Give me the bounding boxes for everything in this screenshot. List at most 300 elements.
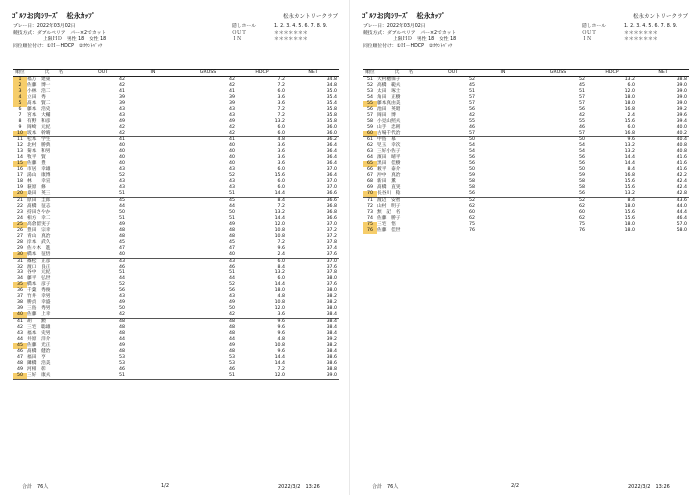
- cell-hdcp: 18.0: [274, 288, 285, 294]
- cell-name: 谷中 元紀: [27, 270, 51, 276]
- cell-rank: 40: [13, 312, 27, 318]
- cell-net: 39.0: [676, 88, 687, 94]
- cell-net: 42.4: [676, 179, 687, 185]
- cell-rank: 72: [367, 203, 373, 209]
- cell-rank: 30: [13, 252, 27, 258]
- footer-print-date: 2022/3/2 13:26: [628, 484, 670, 490]
- out-label: ＯＵＴ: [232, 30, 247, 36]
- cell-rank: 64: [367, 155, 373, 161]
- cell-net: 35.4: [326, 100, 337, 106]
- cell-out: 45: [119, 198, 125, 204]
- cell-gross: 58: [579, 185, 585, 191]
- cell-hdcp: 16.8: [589, 131, 639, 137]
- cell-net: 36.2: [326, 137, 337, 143]
- cell-net: 37.4: [326, 245, 337, 251]
- info-limit: 上限ＨＤ 男性 18 女性 18: [43, 37, 107, 43]
- cell-net: 37.6: [326, 282, 337, 288]
- cell-rank: 7: [18, 112, 22, 118]
- cell-name: 市居 幸雄: [27, 167, 51, 173]
- cell-net: 39.2: [676, 106, 687, 112]
- column-header: NET: [289, 70, 339, 77]
- cell-rank: 75: [363, 222, 377, 228]
- cell-hdcp: 13.2: [274, 270, 285, 276]
- cell-out: 56: [119, 288, 125, 294]
- cell-name: 松本 学生: [27, 137, 51, 143]
- cell-name: 佐藤 豊: [27, 161, 46, 167]
- info-format: 競技方式：ダブルペリア パー×2でカット: [363, 30, 457, 36]
- cell-net: 35.8: [326, 112, 337, 118]
- cell-in: [129, 373, 181, 379]
- cell-rank: 11: [17, 137, 23, 143]
- cell-rank: 68: [367, 179, 373, 185]
- cell-out: 49: [119, 221, 125, 227]
- cell-rank: 32: [17, 264, 23, 270]
- cell-out: 52: [469, 76, 475, 82]
- cell-out: 44: [119, 203, 125, 209]
- cell-net: 36.8: [326, 209, 337, 215]
- cell-gross: 51: [229, 215, 235, 221]
- cell-out: 53: [119, 354, 125, 360]
- cell-gross: 43: [229, 179, 235, 185]
- cell-out: 48: [119, 227, 125, 233]
- cell-net: 36.6: [326, 215, 337, 221]
- cell-net: 37.6: [326, 264, 337, 270]
- cell-rank: 37: [17, 294, 23, 300]
- column-header: GROSS: [531, 70, 589, 77]
- cell-name: 橋本 彦子: [27, 282, 51, 288]
- cell-out: 51: [119, 270, 125, 276]
- cell-gross: 57: [531, 131, 589, 137]
- cell-rank: 16: [17, 167, 23, 173]
- cell-name: 髙橋 健治: [27, 348, 51, 354]
- cell-out: 50: [469, 137, 475, 143]
- column-header: OUT: [431, 70, 479, 77]
- cell-hdcp: 10.8: [274, 227, 285, 233]
- cell-rank: 42: [17, 325, 23, 331]
- cell-hdcp: 9.6: [277, 245, 285, 251]
- cell-out: 56: [469, 161, 475, 167]
- cell-out: 42: [469, 112, 475, 118]
- cell-gross: 54: [579, 149, 585, 155]
- cell-gross: 56: [579, 161, 585, 167]
- competition-info: [13, 24, 106, 50]
- cell-name: 太田 琢士: [377, 88, 401, 94]
- cell-gross: 51: [181, 191, 239, 197]
- cell-out: 62: [469, 215, 475, 221]
- cell-net: 35.0: [326, 88, 337, 94]
- cell-out: 60: [469, 209, 475, 215]
- cell-name: 児玉 幸次: [377, 143, 401, 149]
- cell-gross: 43: [229, 258, 235, 264]
- cell-out: 51: [81, 191, 129, 197]
- cell-hdcp: 4.8: [277, 336, 285, 342]
- cell-out: 40: [119, 149, 125, 155]
- footer-total: 合計 76人: [22, 484, 49, 490]
- results-page-2: [350, 0, 700, 495]
- cell-name: 北村 勝典: [27, 143, 51, 149]
- cell-hdcp: 3.6: [277, 149, 285, 155]
- cell-net: 38.4: [326, 348, 337, 354]
- cell-net: 36.6: [326, 198, 337, 204]
- cell-name: 桑田 英三: [27, 191, 81, 197]
- cell-name: 渡口 良正: [27, 264, 51, 270]
- cell-name: 渡辺 安智: [377, 198, 401, 204]
- cell-hdcp: 14.4: [624, 155, 635, 161]
- cell-rank: 76: [363, 228, 377, 234]
- cell-gross: 40: [181, 252, 239, 258]
- cell-net: 46.4: [676, 215, 687, 221]
- cell-gross: 50: [579, 167, 585, 173]
- info-limit: 上限ＨＤ 男性 18 女性 18: [393, 37, 457, 43]
- cell-hdcp: 8.4: [277, 264, 285, 270]
- cell-rank: 26: [17, 227, 23, 233]
- cell-gross: 54: [579, 143, 585, 149]
- cell-gross: 42: [181, 131, 239, 137]
- cell-hdcp: 6.0: [239, 131, 289, 137]
- cell-name: 佐藤 博一: [27, 82, 51, 88]
- cell-rank: 61: [367, 137, 373, 143]
- cell-net: 36.4: [326, 161, 337, 167]
- cell-gross: 45: [229, 239, 235, 245]
- cell-rank: 27: [17, 233, 23, 239]
- cell-name: 相方 幸二: [27, 215, 51, 221]
- cell-rank: 52: [367, 82, 373, 88]
- hidden-label: 隠しホール: [232, 24, 256, 29]
- cell-name: 小見山照夫: [377, 118, 401, 124]
- cell-name: 勝貞 幸盛: [27, 300, 51, 306]
- cell-out: 55: [469, 118, 475, 124]
- cell-gross: 48: [229, 348, 235, 354]
- cell-hdcp: 14.4: [274, 354, 285, 360]
- cell-name: 橋本 征悟: [27, 252, 81, 258]
- cell-net: 34.8: [326, 82, 337, 88]
- cell-hdcp: 4.8: [277, 137, 285, 143]
- cell-hdcp: 6.0: [277, 185, 285, 191]
- cell-net: 40.0: [676, 124, 687, 130]
- cell-out: 59: [469, 173, 475, 179]
- cell-name: 井原 洋介: [27, 336, 51, 342]
- cell-rank: 23: [17, 209, 23, 215]
- cell-net: 42.2: [676, 173, 687, 179]
- cell-name: 三宅 悟: [377, 221, 396, 227]
- cell-gross: 45: [229, 198, 235, 204]
- cell-out: 48: [119, 348, 125, 354]
- cell-out: 43: [119, 294, 125, 300]
- cell-rank: 22: [17, 203, 23, 209]
- results-table: [363, 69, 689, 234]
- cell-out: 39: [119, 100, 125, 106]
- cell-hdcp: 18.0: [624, 203, 635, 209]
- cell-hdcp: 8.4: [277, 198, 285, 204]
- cell-out: 51: [119, 215, 125, 221]
- footer-page-number: 1/2: [161, 483, 170, 489]
- cell-name: 河相 彰: [27, 366, 46, 372]
- cell-name: 隣橋 浩美: [27, 360, 51, 366]
- cell-name: 池田 英昭: [377, 106, 401, 112]
- cell-rank: 14: [17, 155, 23, 161]
- cell-rank: 66: [367, 167, 373, 173]
- cell-rank: 33: [17, 270, 23, 276]
- cell-gross: 40: [229, 143, 235, 149]
- cell-hdcp: 2.4: [239, 252, 289, 258]
- cell-name: 牧平 賢: [27, 155, 46, 161]
- cell-hdcp: 6.0: [277, 179, 285, 185]
- cell-out: 49: [119, 342, 125, 348]
- cell-rank: 21: [17, 198, 23, 204]
- hidden-hole-labels: [582, 24, 606, 44]
- cell-net: 36.8: [326, 203, 337, 209]
- cell-hdcp: 15.6: [274, 173, 285, 179]
- cell-out: 75: [469, 221, 475, 227]
- cell-net: 37.2: [326, 227, 337, 233]
- cell-gross: 39: [229, 94, 235, 100]
- cell-out: 49: [119, 300, 125, 306]
- hidden-holes: 1. 2. 3. 4. 5. 6. 7. 8. 9.: [274, 24, 328, 29]
- cell-rank: 49: [17, 366, 23, 372]
- info-tie-rule: 同位順位付け：①Ｈ－HDCP ②ｶｳﾝﾄﾊﾞｯｸ: [13, 43, 103, 49]
- cell-name: 三好小佐子: [377, 149, 401, 155]
- cell-hdcp: 8.4: [627, 167, 635, 173]
- cell-gross: 42: [579, 112, 585, 118]
- cell-net: 44.4: [676, 209, 687, 215]
- cell-hdcp: 10.8: [274, 233, 285, 239]
- cell-rank: 41: [17, 319, 23, 325]
- cell-gross: 62: [579, 203, 585, 209]
- cell-gross: 52: [229, 173, 235, 179]
- cell-out: 44: [119, 336, 125, 342]
- cell-out: 51: [81, 373, 129, 379]
- cell-out: 43: [119, 185, 125, 191]
- cell-name: 高橋 範夫: [377, 82, 401, 88]
- cell-hdcp: 9.6: [277, 319, 285, 325]
- footer-print-date: 2022/3/2 13:26: [278, 484, 320, 490]
- cell-name: 立田 秀: [27, 94, 46, 100]
- cell-gross: 48: [229, 325, 235, 331]
- cell-gross: 46: [579, 124, 585, 130]
- info-tie-rule: 同位順位付け：①Ｈ－HDCP ②ｶｳﾝﾄﾊﾞｯｸ: [363, 43, 453, 49]
- cell-name: 佐藤 佳世: [377, 227, 401, 233]
- cell-name: 胡 勲: [27, 319, 46, 325]
- cell-out: 40: [119, 143, 125, 149]
- column-header: NET: [639, 70, 689, 77]
- cell-hdcp: 15.6: [624, 185, 635, 191]
- cell-gross: 48: [229, 227, 235, 233]
- cell-gross: 75: [579, 221, 585, 227]
- cell-gross: 51: [579, 88, 585, 94]
- cell-out: 45: [119, 239, 125, 245]
- cell-out: 56: [469, 106, 475, 112]
- cell-rank: 45: [13, 343, 27, 349]
- cell-net: 37.2: [326, 233, 337, 239]
- cell-rank: 28: [17, 239, 23, 245]
- out-value: ＊＊＊＊＊＊＊: [274, 30, 308, 36]
- footer-page-number: 2/2: [511, 483, 520, 489]
- cell-name: 藤本真由美: [377, 100, 401, 106]
- results-table: [13, 69, 339, 380]
- cell-rank: 1: [13, 76, 27, 82]
- column-header: 氏 名: [27, 70, 81, 77]
- in-label: ＩＮ: [232, 37, 242, 43]
- cell-gross: 48: [229, 233, 235, 239]
- cell-hdcp: 18.0: [624, 94, 635, 100]
- cell-name: 新田 薫: [377, 179, 396, 185]
- cell-rank: 10: [13, 131, 27, 137]
- competition-info: [363, 24, 456, 50]
- cell-hdcp: 7.2: [277, 366, 285, 372]
- cell-net: 38.8: [326, 366, 337, 372]
- cell-out: 57: [469, 94, 475, 100]
- sheet-title: ｺﾞﾙﾌお肉ｼﾘｰｽﾞ 松永ｶｯﾌﾟ: [362, 12, 446, 20]
- cell-hdcp: 9.6: [627, 137, 635, 143]
- cell-net: 39.0: [676, 100, 687, 106]
- cell-name: 千葉 秀俊: [27, 288, 51, 294]
- cell-rank: 48: [17, 360, 23, 366]
- cell-gross: 51: [229, 270, 235, 276]
- cell-name: 岡崎 元紀: [27, 124, 51, 130]
- in-value: ＊＊＊＊＊＊＊: [274, 37, 308, 43]
- cell-gross: 49: [229, 221, 235, 227]
- cell-gross: 52: [579, 198, 585, 204]
- cell-rank: 56: [367, 106, 373, 112]
- cell-name: 三好 康夫: [27, 373, 81, 379]
- cell-out: 48: [119, 330, 125, 336]
- column-header: 順位: [363, 70, 377, 77]
- cell-net: 44.0: [676, 203, 687, 209]
- cell-gross: 53: [229, 360, 235, 366]
- out-value: ＊＊＊＊＊＊＊: [624, 30, 658, 36]
- cell-out: 49: [119, 118, 125, 124]
- cell-hdcp: 6.0: [277, 167, 285, 173]
- cell-out: 42: [119, 124, 125, 130]
- cell-hdcp: 13.2: [624, 149, 635, 155]
- club-name: 松永カントリークラブ: [632, 14, 688, 20]
- cell-gross: 51: [181, 373, 239, 379]
- cell-hdcp: 14.4: [274, 282, 285, 288]
- cell-net: 39.6: [676, 112, 687, 118]
- cell-gross: 76: [579, 227, 585, 233]
- cell-hdcp: 14.4: [239, 191, 289, 197]
- cell-rank: 20: [13, 191, 27, 197]
- cell-net: 38.6: [326, 360, 337, 366]
- cell-rank: 4: [13, 95, 27, 101]
- cell-gross: 46: [229, 264, 235, 270]
- cell-net: 42.8: [639, 191, 689, 197]
- cell-net: 40.8: [676, 149, 687, 155]
- cell-hdcp: 14.4: [274, 360, 285, 366]
- sheet-title: ｺﾞﾙﾌお肉ｼﾘｰｽﾞ 松永ｶｯﾌﾟ: [12, 12, 96, 20]
- cell-name: 湯山 康博: [27, 173, 51, 179]
- cell-out: 46: [469, 124, 475, 130]
- cell-net: 38.8: [676, 76, 687, 82]
- cell-out: 57: [431, 131, 479, 137]
- cell-name: 山手 忠則: [377, 124, 401, 130]
- cell-out: 58: [469, 185, 475, 191]
- cell-name: 持田さやか: [27, 209, 51, 215]
- cell-name: 福田 亨: [27, 354, 46, 360]
- cell-gross: 44: [229, 276, 235, 282]
- cell-name: 無 記 名: [377, 209, 401, 215]
- cell-gross: 43: [229, 185, 235, 191]
- cell-gross: 47: [229, 245, 235, 251]
- table-header-row: [13, 70, 339, 77]
- cell-gross: 42: [229, 76, 235, 82]
- cell-net: 39.4: [676, 118, 687, 124]
- cell-name: 林 幸宣: [27, 179, 51, 185]
- cell-net: 40.2: [639, 131, 689, 137]
- cell-name: 福万 建東: [27, 76, 51, 82]
- cell-net: 38.2: [326, 342, 337, 348]
- cell-hdcp: 3.6: [277, 155, 285, 161]
- cell-name: 藤平 弘世: [27, 276, 51, 282]
- cell-out: 50: [119, 209, 125, 215]
- cell-net: 37.0: [326, 258, 337, 264]
- cell-name: 佐藤 上幸: [27, 312, 81, 318]
- cell-name: 藤本 浩史: [27, 106, 51, 112]
- cell-net: 34.8: [326, 76, 337, 82]
- cell-hdcp: 9.6: [277, 348, 285, 354]
- cell-net: 38.4: [289, 312, 339, 318]
- cell-name: 豊田 宗幸: [27, 227, 51, 233]
- cell-out: 50: [119, 306, 125, 312]
- cell-name: 小林 浩二: [27, 88, 51, 94]
- cell-hdcp: 12.0: [274, 221, 285, 227]
- cell-hdcp: 8.4: [627, 198, 635, 204]
- cell-gross: 62: [579, 215, 585, 221]
- cell-net: 36.0: [289, 131, 339, 137]
- cell-gross: 49: [229, 118, 235, 124]
- cell-name: 大村穂保子: [377, 76, 401, 82]
- cell-hdcp: 6.0: [277, 88, 285, 94]
- cell-out: 76: [469, 227, 475, 233]
- cell-hdcp: 10.8: [274, 300, 285, 306]
- cell-gross: 43: [229, 294, 235, 300]
- cell-out: 44: [119, 276, 125, 282]
- cell-hdcp: 18.0: [624, 227, 635, 233]
- cell-in: [479, 228, 531, 234]
- cell-out: 52: [119, 173, 125, 179]
- cell-rank: 57: [367, 112, 373, 118]
- club-name: 松永カントリークラブ: [282, 14, 338, 20]
- cell-hdcp: 6.0: [627, 124, 635, 130]
- cell-out: 58: [469, 179, 475, 185]
- cell-gross: 43: [229, 167, 235, 173]
- cell-name: 篠松 正彦: [27, 258, 51, 264]
- cell-gross: 52: [579, 76, 585, 82]
- cell-out: 41: [119, 88, 125, 94]
- cell-name: 有野 和彦: [27, 118, 51, 124]
- column-header: IN: [129, 70, 181, 77]
- cell-hdcp: 6.0: [627, 82, 635, 88]
- cell-rank: 62: [367, 143, 373, 149]
- cell-hdcp: 15.6: [624, 118, 635, 124]
- cell-out: 45: [469, 82, 475, 88]
- cell-gross: 50: [229, 209, 235, 215]
- cell-rank: 65: [363, 161, 377, 167]
- cell-out: 52: [469, 198, 475, 204]
- cell-name: 高倉留実子: [27, 221, 51, 227]
- cell-hdcp: 3.6: [277, 161, 285, 167]
- cell-gross: 43: [229, 106, 235, 112]
- cell-out: 51: [469, 88, 475, 94]
- cell-rank: 71: [367, 198, 373, 204]
- cell-rank: 18: [17, 179, 23, 185]
- cell-hdcp: 6.0: [277, 124, 285, 130]
- cell-hdcp: 7.2: [277, 76, 285, 82]
- cell-out: 42: [81, 312, 129, 318]
- cell-gross: 48: [229, 319, 235, 325]
- cell-net: 57.0: [676, 221, 687, 227]
- table-row: [363, 228, 689, 234]
